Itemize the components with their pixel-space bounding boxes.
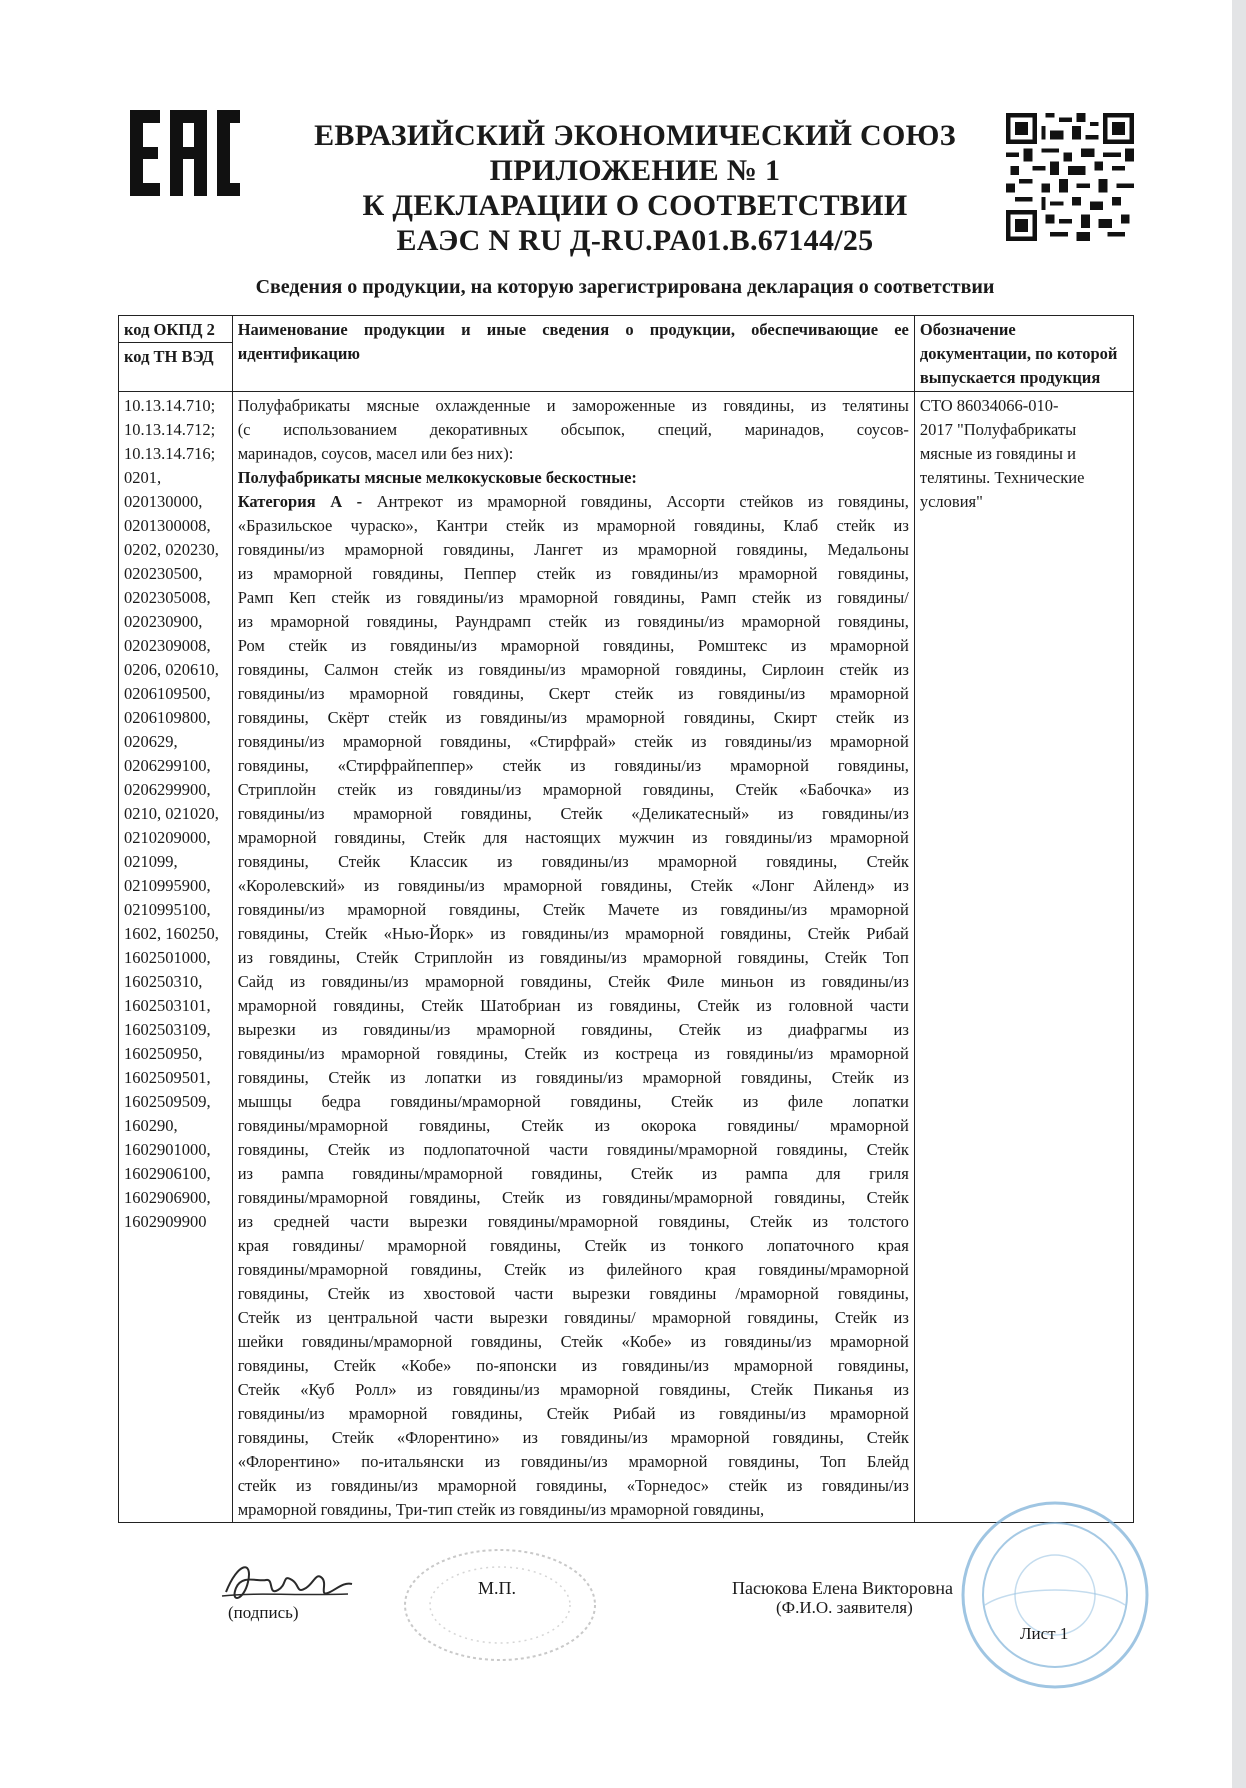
product-line: «Королевский» из говядины/из мраморной говядины, Стейк «Лонг Айленд» из: [237, 876, 909, 895]
scan-edge: [1232, 0, 1246, 1788]
table-row: [119, 392, 1134, 1523]
header-documentation: Обозначение документации, по которой выпускается продукция: [914, 316, 1133, 392]
documentation-line: условия": [919, 492, 983, 511]
codes-cell: [119, 392, 233, 1523]
body-lines: [238, 514, 909, 1498]
product-line: Стейк из центральной части вырезки говядины/ мраморной говядины, Стейк из: [237, 1308, 909, 1327]
tnved-code: 0206299900,: [124, 780, 211, 799]
tnved-code: 0210995100,: [124, 900, 211, 919]
intro-line: маринадов, соусов, масел или без них):: [237, 444, 514, 463]
product-line: шейки говядины/мраморной говядины, Стейк «Кобе» из говядины/из мраморной: [237, 1332, 909, 1351]
category-label: Категория А -: [237, 492, 363, 511]
tnved-code: 1602503101,: [124, 996, 211, 1015]
header-line-number: ЕАЭС N RU Д-RU.PA01.B.67144/25: [396, 224, 874, 257]
documentation-cell: [914, 392, 1133, 1523]
document-subtitle: Сведения о продукции, на которую зарегистрирована декларация о соответствии: [255, 276, 995, 298]
eac-logo-icon: [130, 110, 240, 196]
seal-placeholder: М.П.: [478, 1578, 517, 1598]
sheet-number: Лист 1: [1020, 1624, 1069, 1643]
company-stamp-image: [955, 1495, 1155, 1695]
product-line: Стриплойн стейк из говядины/из мраморной говядины, Стейк «Бабочка» из: [237, 780, 909, 799]
tnved-code: 1602906100,: [124, 1164, 211, 1183]
documentation-line: мясные из говядины и: [919, 444, 1076, 463]
document-header: [280, 118, 990, 258]
product-line: из рампа говядины/мраморной говядины, Стейк из рампа для гриля: [237, 1164, 909, 1183]
product-line: вырезки из говядины/из мраморной говядины, Стейк из диафрагмы из: [237, 1020, 909, 1039]
product-line: говядины, Стейк «Флорентино» из говядины/из мраморной говядины, Стейк: [237, 1428, 909, 1447]
product-line: говядины/из мраморной говядины, Стейк из кострецa из говядины/из мраморной: [237, 1044, 909, 1063]
tnved-code: 1602509501,: [124, 1068, 211, 1087]
tnved-code: 1602501000,: [124, 948, 211, 967]
product-line: Рамп Кеп стейк из говядины/из мраморной говядины, Рамп стейк из говядины/: [237, 588, 909, 607]
tnved-code: 0210995900,: [124, 876, 211, 895]
product-line: Стейк «Куб Ролл» из говядины/из мраморной говядины, Стейк Пиканья из: [237, 1380, 909, 1399]
tnved-code: 0201300008,: [124, 516, 211, 535]
tnved-code: 020230500,: [124, 564, 203, 583]
tnved-code: 10.13.14.712;: [124, 420, 216, 439]
product-line: из говядины, Стейк Стриплойн из говядины/из мраморной говядины, Стейк Топ: [237, 948, 909, 967]
product-line: стейк из говядины/из мраморной говядины, «Торнедос» стейк из говядины/из: [237, 1476, 909, 1495]
product-line: говядины/мраморной говядины, Стейк из говядины/мраморной говядины, Стейк: [237, 1188, 909, 1207]
tnved-code: 1602901000,: [124, 1140, 211, 1159]
section-title: Полуфабрикаты мясные мелкокусковые бескостные:: [237, 468, 637, 487]
tnved-code: 1602503109,: [124, 1020, 211, 1039]
tnved-code: 1602509509,: [124, 1092, 211, 1111]
product-line: края говядины/ мраморной говядины, Стейк из тонкого лопаточного края: [237, 1236, 909, 1255]
tnved-code: 0206109500,: [124, 684, 211, 703]
product-line: «Флорентино» по-итальянски из говядины/из мраморной говядины, Топ Блейд: [237, 1452, 909, 1471]
product-line: говядины, Стейк из лопатки из говядины/из мраморной говядины, Стейк из: [237, 1068, 909, 1087]
product-line: из средней части вырезки говядины/мраморной говядины, Стейк из толстого: [237, 1212, 909, 1231]
tnved-code: 0210, 021020,: [124, 804, 219, 823]
product-line: говядины/мраморной говядины, Стейк из филейного края говядины/мраморной: [237, 1260, 909, 1279]
product-line: Сайд из говядины/из мраморной говядины, Стейк Филе миньон из говядины/из: [237, 972, 909, 991]
header-line-union: ЕВРАЗИЙСКИЙ ЭКОНОМИЧЕСКИЙ СОЮЗ: [314, 119, 956, 152]
header-okpd: код ОКПД 2: [119, 316, 233, 343]
tnved-code: 0210209000,: [124, 828, 211, 847]
fio-label: (Ф.И.О. заявителя): [776, 1598, 913, 1617]
tnved-code: 160250310,: [124, 972, 203, 991]
product-line: говядины, Стейк «Кобе» по-японски из говядины/из мраморной говядины,: [237, 1356, 909, 1375]
header-product-name-text: Наименование продукции и иные сведения о продукции, обеспечивающие ее идентификацию: [237, 320, 909, 363]
product-line: говядины, Стейк из хвостовой части вырезки говядины /мраморной говядины,: [237, 1284, 909, 1303]
signature-label: (подпись): [228, 1603, 299, 1622]
header-tnved: код ТН ВЭД: [119, 343, 233, 392]
product-line: говядины, Стейк Классик из говядины/из мраморной говядины, Стейк: [237, 852, 909, 871]
product-line: «Бразильское чураско», Кантри стейк из мраморной говядины, Клаб стейк из: [237, 516, 909, 535]
product-table: [118, 315, 1134, 1523]
product-line: Ром стейк из говядины/из мраморной говядины, Ромштекс из мраморной: [237, 636, 909, 655]
tnved-code: 0201,: [124, 468, 162, 487]
tnved-code: 021099,: [124, 852, 178, 871]
applicant-name: Пасюкова Елена Викторовна: [732, 1578, 953, 1598]
documentation-line: телятины. Технические: [919, 468, 1085, 487]
qr-code-icon: [1006, 113, 1134, 241]
tnved-code: 0206109800,: [124, 708, 211, 727]
table-header-row: [119, 316, 1134, 343]
intro-line: Полуфабрикаты мясные охлажденные и замороженные из говядины, из телятины: [237, 396, 909, 415]
product-line: мраморной говядины, Стейк для настоящих мужчин из говядины/из мраморной: [237, 828, 909, 847]
category-first-line: Антрекот из мраморной говядины, Ассорти стейков из говядины,: [362, 492, 909, 511]
tnved-code: 160290,: [124, 1116, 178, 1135]
product-line: говядины, Стейк «Нью-Йорк» из говядины/из мраморной говядины, Стейк Рибай: [237, 924, 909, 943]
product-line: говядины, Скёрт стейк из говядины/из мраморной говядины, Скирт стейк из: [237, 708, 909, 727]
documentation-line: СТО 86034066-010-: [919, 396, 1059, 415]
header-line-appendix: ПРИЛОЖЕНИЕ № 1: [489, 154, 781, 187]
product-line: говядины, Салмон стейк из говядины/из мраморной говядины, Сирлоин стейк из: [237, 660, 909, 679]
tnved-code: 0202305008,: [124, 588, 211, 607]
documentation-line: 2017 "Полуфабрикаты: [919, 420, 1077, 439]
tnved-code: 0206, 020610,: [124, 660, 219, 679]
product-line: говядины/из мраморной говядины, Скерт стейк из говядины/из мраморной: [237, 684, 909, 703]
header-line-declaration: К ДЕКЛАРАЦИИ О СООТВЕТСТВИИ: [362, 189, 908, 222]
tnved-code: 1602, 160250,: [124, 924, 219, 943]
tnved-code: 160250950,: [124, 1044, 203, 1063]
tnved-code: 1602906900,: [124, 1188, 211, 1207]
product-line: говядины, «Стирфрайпеппер» стейк из говядины/из мраморной говядины,: [237, 756, 909, 775]
category-line: [238, 490, 909, 514]
tnved-code: 10.13.14.716;: [124, 444, 216, 463]
header-product-name: [232, 316, 914, 392]
product-line: мышцы бедра говядины/мраморной говядины, Стейк из филе лопатки: [237, 1092, 909, 1111]
product-line: говядины/из мраморной говядины, Стейк Мачете из говядины/из мраморной: [237, 900, 909, 919]
tnved-code: 020629,: [124, 732, 178, 751]
tnved-code: 0202, 020230,: [124, 540, 219, 559]
intro-line: (с использованием декоративных обсыпок, специй, маринадов, соусов-: [237, 420, 909, 439]
tnved-code: 0206299100,: [124, 756, 211, 775]
tnved-code: 020230900,: [124, 612, 203, 631]
product-line: говядины/мраморной говядины, Стейк из окорока говядины/ мраморной: [237, 1116, 909, 1135]
tnved-code: 1602909900: [124, 1212, 207, 1231]
product-line: говядины/из мраморной говядины, Лангет из мраморной говядины, Медальоны: [237, 540, 909, 559]
faint-stamp-image: [390, 1545, 610, 1665]
tnved-code: 10.13.14.710;: [124, 396, 216, 415]
product-line: из мраморной говядины, Раундрамп стейк из говядины/из мраморной говядины,: [237, 612, 909, 631]
product-line: говядины, Стейк из подлопаточной части говядины/мраморной говядины, Стейк: [237, 1140, 909, 1159]
description-cell: [232, 392, 914, 1523]
tnved-code: 0202309008,: [124, 636, 211, 655]
product-line: говядины/из мраморной говядины, Стейк Рибай из говядины/из мраморной: [237, 1404, 909, 1423]
product-line: говядины/из мраморной говядины, «Стирфрай» стейк из говядины/из мраморной: [237, 732, 909, 751]
tnved-code: 020130000,: [124, 492, 203, 511]
last-line: мраморной говядины, Три-тип стейк из говядины/из мраморной говядины,: [237, 1500, 765, 1519]
product-line: из мраморной говядины, Пеппер стейк из говядины/из мраморной говядины,: [237, 564, 909, 583]
product-line: говядины/из мраморной говядины, Стейк «Деликатесный» из говядины/из: [237, 804, 909, 823]
product-line: мраморной говядины, Стейк Шатобриан из говядины, Стейк из головной части: [237, 996, 909, 1015]
